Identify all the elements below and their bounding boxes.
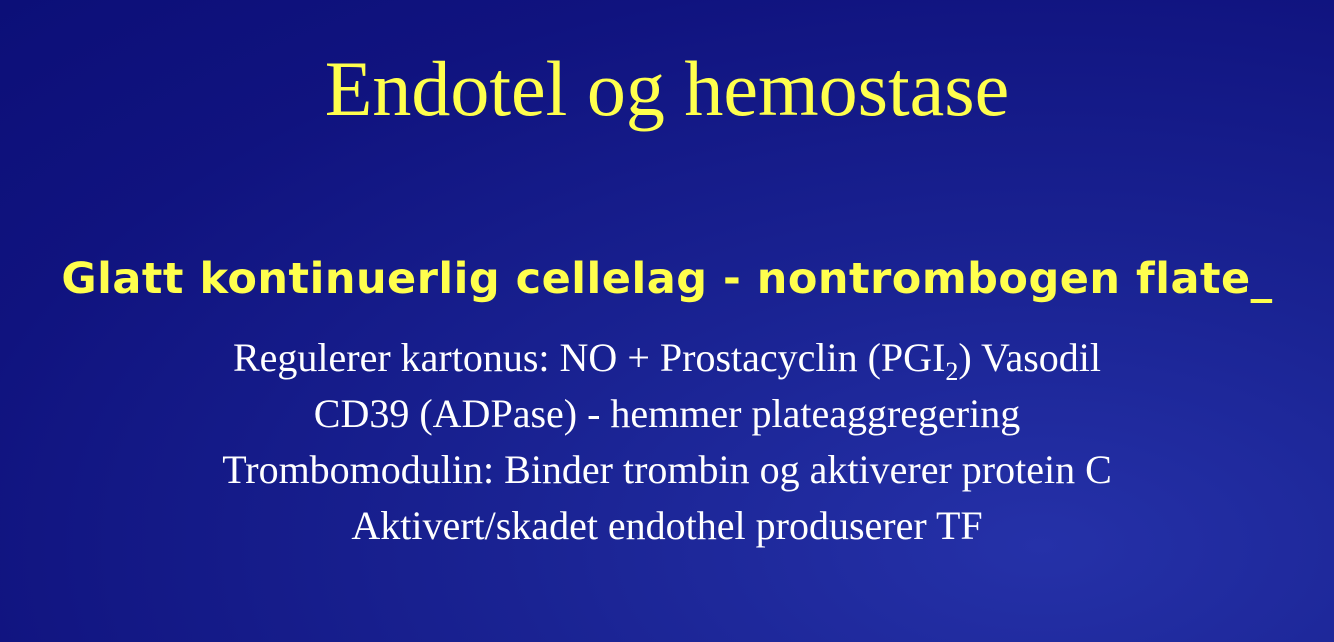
slide-subtitle: Glatt kontinuerlig cellelag - nontrombogen flate_ bbox=[61, 254, 1273, 304]
list-item-trombomodulin: Trombomodulin: Binder trombin og aktiverer protein C bbox=[222, 447, 1112, 492]
list-item-tf: Aktivert/skadet endothel produserer TF bbox=[351, 503, 983, 548]
slide-title: Endotel og hemostase bbox=[324, 45, 1010, 132]
subscript-2: 2 bbox=[945, 357, 959, 386]
list-item-kartonus-tail: ) Vasodil bbox=[958, 335, 1101, 380]
bullet-list bbox=[0, 330, 1334, 554]
list-item-kartonus-text: Regulerer kartonus: NO + Prostacyclin (PGI bbox=[232, 335, 946, 380]
list-item-cd39: CD39 (ADPase) - hemmer plateaggregering bbox=[313, 391, 1021, 436]
list-item-kartonus bbox=[0, 330, 1334, 386]
